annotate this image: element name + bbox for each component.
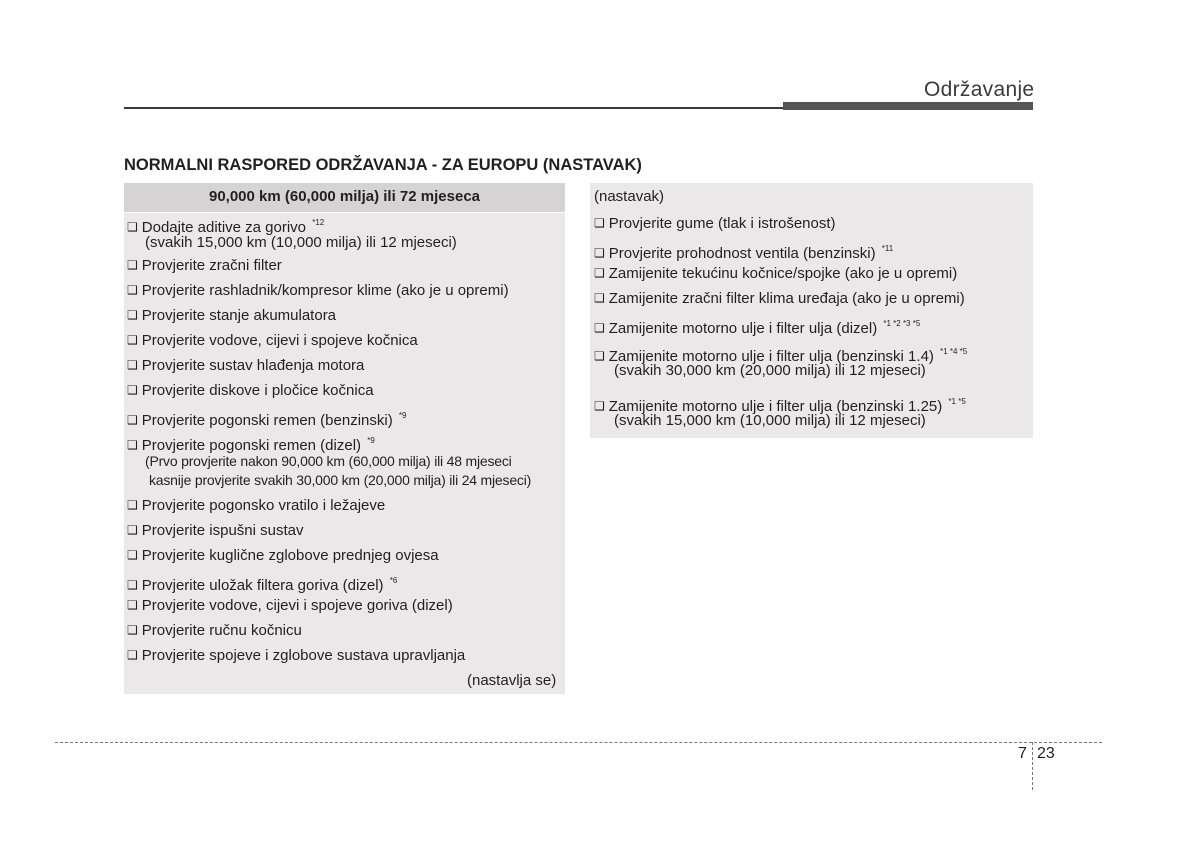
continued-note: (nastavlja se) <box>467 672 557 689</box>
footnote-ref: *11 <box>881 244 894 253</box>
list-item-note: (svakih 30,000 km (20,000 milja) ili 12 mjeseci) <box>614 362 926 379</box>
checkbox-icon: ❑ <box>127 413 138 427</box>
page-number: 23 <box>1037 745 1055 762</box>
checkbox-icon: ❑ <box>127 383 138 397</box>
checkbox-icon: ❑ <box>594 246 605 260</box>
list-item-text: Dodajte aditive za gorivo <box>141 219 307 236</box>
checkbox-icon: ❑ <box>594 321 605 335</box>
list-item <box>127 357 364 375</box>
header-accent-bar <box>783 102 1033 110</box>
chapter-number: 7 <box>1018 745 1027 762</box>
checkbox-icon: ❑ <box>594 349 605 363</box>
footnote-ref: *1 *4 *5 <box>940 347 968 356</box>
checkbox-icon: ❑ <box>127 258 138 272</box>
list-item <box>127 522 304 540</box>
list-item-text: Zamijenite motorno ulje i filter ulja (benzinski 1.4) <box>608 348 934 365</box>
checkbox-icon: ❑ <box>594 399 605 413</box>
list-item <box>127 622 302 640</box>
checkbox-icon: ❑ <box>127 623 138 637</box>
list-item <box>127 647 465 665</box>
list-item-text: Zamijenite motorno ulje i filter ulja (benzinski 1.25) <box>608 398 943 415</box>
checkbox-icon: ❑ <box>127 333 138 347</box>
list-item <box>594 265 957 283</box>
footer-divider <box>55 742 1102 743</box>
list-item-note: (svakih 15,000 km (10,000 milja) ili 12 mjeseci) <box>145 234 457 251</box>
list-item <box>594 290 965 308</box>
checkbox-icon: ❑ <box>127 523 138 537</box>
list-item-text: Provjerite pogonski remen (benzinski) <box>141 412 393 429</box>
list-item-note: (svakih 15,000 km (10,000 milja) ili 12 mjeseci) <box>614 412 926 429</box>
section-title: Održavanje <box>924 78 1035 101</box>
list-item-text: Zamijenite tekućinu kočnice/spojke (ako je u opremi) <box>608 265 958 282</box>
checkbox-icon: ❑ <box>127 308 138 322</box>
footnote-ref: *9 <box>398 411 407 420</box>
list-item-text: Provjerite diskove i pločice kočnica <box>141 382 374 399</box>
checkbox-icon: ❑ <box>594 266 605 280</box>
list-item <box>127 407 406 430</box>
checkbox-icon: ❑ <box>127 578 138 592</box>
footnote-ref: *1 *2 *3 *5 <box>883 319 921 328</box>
list-item-text: Provjerite sustav hlađenja motora <box>141 357 365 374</box>
list-item-text: Zamijenite zračni filter klima uređaja (ako je u opremi) <box>608 290 965 307</box>
list-item-note: (Prvo provjerite nakon 90,000 km (60,000 milja) ili 48 mjeseci <box>145 453 512 469</box>
checkbox-icon: ❑ <box>127 283 138 297</box>
list-item-text: Provjerite gume (tlak i istrošenost) <box>608 215 836 232</box>
list-item-text: Provjerite uložak filtera goriva (dizel) <box>141 577 384 594</box>
checkbox-icon: ❑ <box>594 216 605 230</box>
page-number-divider <box>1032 742 1033 790</box>
checkbox-icon: ❑ <box>594 291 605 305</box>
list-item-text: Provjerite stanje akumulatora <box>141 307 337 324</box>
list-item <box>127 382 374 400</box>
schedule-box-left-header: 90,000 km (60,000 milja) ili 72 mjeseca <box>124 183 565 213</box>
footnote-ref: *1 *5 <box>948 397 966 406</box>
list-item-text: Provjerite ručnu kočnicu <box>141 622 302 639</box>
list-item-text: Provjerite kuglične zglobove prednjeg ovjesa <box>141 547 439 564</box>
checkbox-icon: ❑ <box>127 648 138 662</box>
list-item <box>127 307 336 325</box>
checkbox-icon: ❑ <box>127 220 138 234</box>
footnote-ref: *12 <box>312 218 325 227</box>
checkbox-icon: ❑ <box>127 358 138 372</box>
checkbox-icon: ❑ <box>127 598 138 612</box>
list-item-text: Provjerite pogonski remen (dizel) <box>141 437 362 454</box>
page-heading: NORMALNI RASPORED ODRŽAVANJA - ZA EUROPU (NASTAVAK) <box>124 156 642 174</box>
footnote-ref: *9 <box>367 436 375 445</box>
list-item <box>127 572 397 595</box>
list-item-text: Zamijenite motorno ulje i filter ulja (dizel) <box>608 320 878 337</box>
list-item-note: kasnije provjerite svakih 30,000 km (20,000 milja) ili 24 mjeseci) <box>149 472 532 488</box>
list-item-text: Provjerite zračni filter <box>141 257 282 274</box>
list-item-text: Provjerite pogonsko vratilo i ležajeve <box>141 497 386 514</box>
list-item <box>127 497 385 515</box>
list-item <box>127 332 418 350</box>
footnote-ref: *6 <box>389 576 398 585</box>
list-item-text: Provjerite vodove, cijevi i spojeve kočnica <box>141 332 418 349</box>
list-item <box>127 547 439 565</box>
list-item-text: Provjerite ispušni sustav <box>141 522 304 539</box>
list-item <box>594 215 836 233</box>
list-item <box>127 257 282 275</box>
list-item-text: Provjerite vodove, cijevi i spojeve goriva (dizel) <box>141 597 453 614</box>
list-item <box>594 315 920 338</box>
schedule-box-right-header: (nastavak) <box>594 188 665 205</box>
list-item <box>127 597 453 615</box>
checkbox-icon: ❑ <box>127 438 138 452</box>
list-item-text: Provjerite rashladnik/kompresor klime (ako je u opremi) <box>141 282 509 299</box>
list-item <box>127 282 509 300</box>
header-rule <box>124 107 786 109</box>
checkbox-icon: ❑ <box>127 498 138 512</box>
list-item-text: Provjerite spojeve i zglobove sustava upravljanja <box>141 647 466 664</box>
checkbox-icon: ❑ <box>127 548 138 562</box>
list-item <box>594 240 893 263</box>
list-item-text: Provjerite prohodnost ventila (benzinski) <box>608 245 876 262</box>
